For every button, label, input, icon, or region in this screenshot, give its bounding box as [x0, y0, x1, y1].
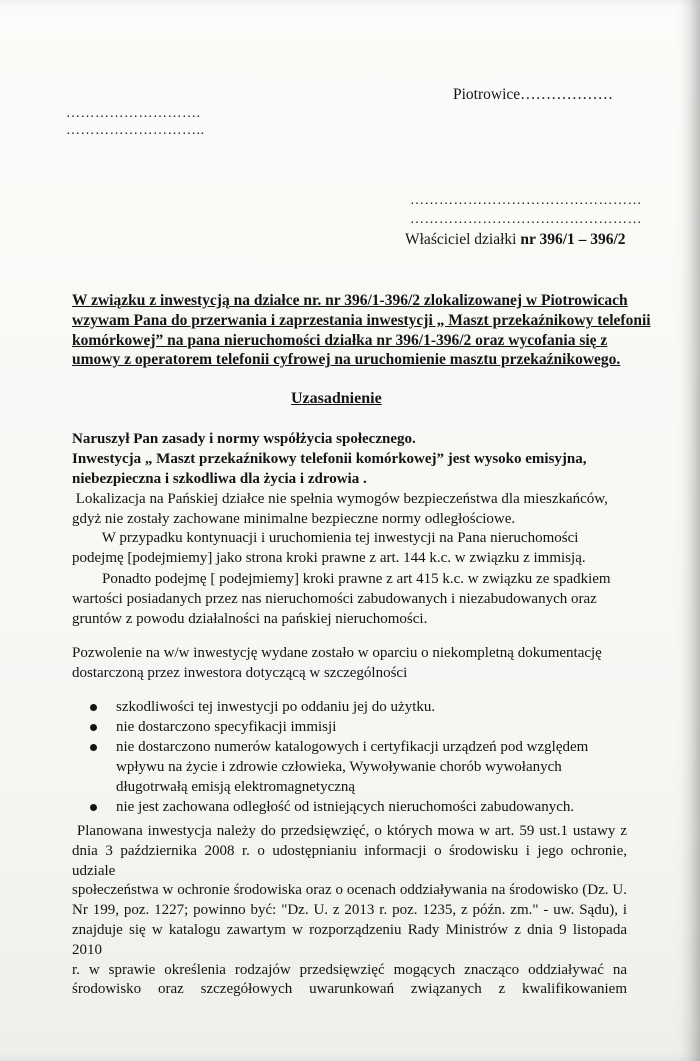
bullet-icon [90, 744, 97, 751]
text-line: W przypadku kontynuacji i uruchomienia tej inwestycji na Pana nieruchomości [72, 530, 579, 546]
text-line: środowisko oraz szczegółowych uwarunkowań związanych z kwalifikowaniem [72, 981, 627, 998]
list-item [90, 797, 630, 817]
text-line: gdyż nie zostały zachowane minimalne bezpieczne normy odległościowe. [72, 510, 516, 527]
sender-address-line: ……………………….. [66, 123, 205, 138]
subject-line: komórkowej” na pana nieruchomości działka nr 396/1-396/2 oraz wycofania się z [72, 331, 608, 349]
text-line: Ponadto podejmę [ podejmiemy] kroki prawne z art 415 k.c. w związku ze spadkiem [72, 571, 611, 587]
subject-line: wzywam Pana do przerwania i zaprzestania inwestycji „ Maszt przekaźnikowy telefonii [72, 311, 651, 329]
text-line: długotrwałą emisją elektromagnetyczną [116, 779, 356, 795]
sender-name-line: ………………………. [66, 106, 201, 121]
paragraph-legal-action-415 [72, 570, 617, 629]
deficiency-list [90, 697, 630, 817]
recipient-address-line: ………………………………………… [410, 212, 642, 227]
text-line: Lokalizacja na Pańskiej działce nie spełnia wymogów bezpieczeństwa dla mieszkańców, [72, 491, 608, 507]
owner-plot-number: nr 396/1 – 396/2 [520, 231, 626, 248]
paragraph-regulation [72, 822, 627, 1000]
text-line: nie jest zachowana odległość od istniejących nieruchomości zabudowanych. [116, 799, 575, 815]
text-line: dostarczoną przez inwestora dotyczącą w szczególności [72, 664, 408, 681]
owner-label: Właściciel działki [405, 231, 517, 248]
text-line: Naruszył Pan zasady i normy współżycia społecznego. [72, 431, 416, 447]
text-line: niebezpieczna i szkodliwa dla życia i zdrowia . [72, 470, 367, 487]
paragraph-violation [72, 430, 617, 489]
text-line: wartości posiadanych przez nas nieruchomości zabudowanych i niezabudowanych oraz [72, 590, 597, 607]
paragraph-location [72, 490, 617, 530]
list-item [90, 717, 630, 737]
list-item [90, 737, 630, 797]
text-line: dnia 3 października 2008 r. o udostępnianiu informacji o środowisku i jego ochronie, udziale [72, 842, 627, 879]
recipient-owner-label [405, 231, 626, 249]
subject-block [72, 291, 651, 370]
text-line: szkodliwości tej inwestycji po oddaniu jej do użytku. [116, 699, 436, 715]
recipient-name-line: ………………………………………… [410, 193, 642, 208]
text-line: wpływu na życie i zdrowie człowieka, Wywoływanie chorób wywołanych [116, 759, 562, 775]
paragraph-legal-action-144 [72, 529, 617, 569]
text-line: Inwestycja „ Maszt przekaźnikowy telefonii komórkowej” jest wysoko emisyjna, [72, 450, 587, 467]
text-line: nie dostarczono specyfikacji immisji [116, 719, 337, 735]
bullet-icon [90, 724, 97, 731]
text-line: znajduje się w katalogu zawartym w rozporządzeniu Rady Ministrów z dnia 9 listopada 2010 [72, 921, 627, 958]
text-line: Nr 199, poz. 1227; powinno być: "Dz. U. z 2013 r. poz. 1235, z późn. zm." - uw. Sądu), i [72, 902, 627, 919]
list-item [90, 697, 630, 717]
text-line: Pozwolenie na w/w inwestycję wydane zostało w oparciu o niekompletną dokumentację [72, 645, 602, 661]
bullet-icon [90, 804, 97, 811]
place-date-line: Piotrowice……………… [453, 86, 614, 103]
text-line: gruntów z powodu działalności na pańskiej nieruchomości. [72, 610, 428, 627]
text-line: nie dostarczono numerów katalogowych i certyfikacji urządzeń pod względem [116, 739, 589, 755]
subject-line: umowy z operatorem telefonii cyfrowej na uruchomienie masztu przekaźnikowego. [72, 351, 621, 369]
text-line: społeczeństwa w ochronie środowiska oraz o ocenach oddziaływania na środowisko (Dz. U. [72, 882, 627, 899]
paragraph-permit [72, 644, 617, 684]
subject-line: W związku z inwestycją na działce nr. nr 396/1-396/2 zlokalizowanej w Piotrowicach [72, 292, 628, 309]
bullet-icon [90, 704, 97, 711]
text-line: Planowana inwestycja należy do przedsięwzięć, o których mowa w art. 59 ust.1 ustawy z [72, 823, 627, 839]
text-line: podejmę [podejmiemy] jako strona kroki prawne z art. 144 k.c. w związku z immisją. [72, 549, 586, 566]
text-line: r. w sprawie określenia rodzajów przedsięwzięć mogących znacząco oddziaływać na [72, 961, 627, 978]
section-heading: Uzasadnienie [291, 390, 382, 407]
